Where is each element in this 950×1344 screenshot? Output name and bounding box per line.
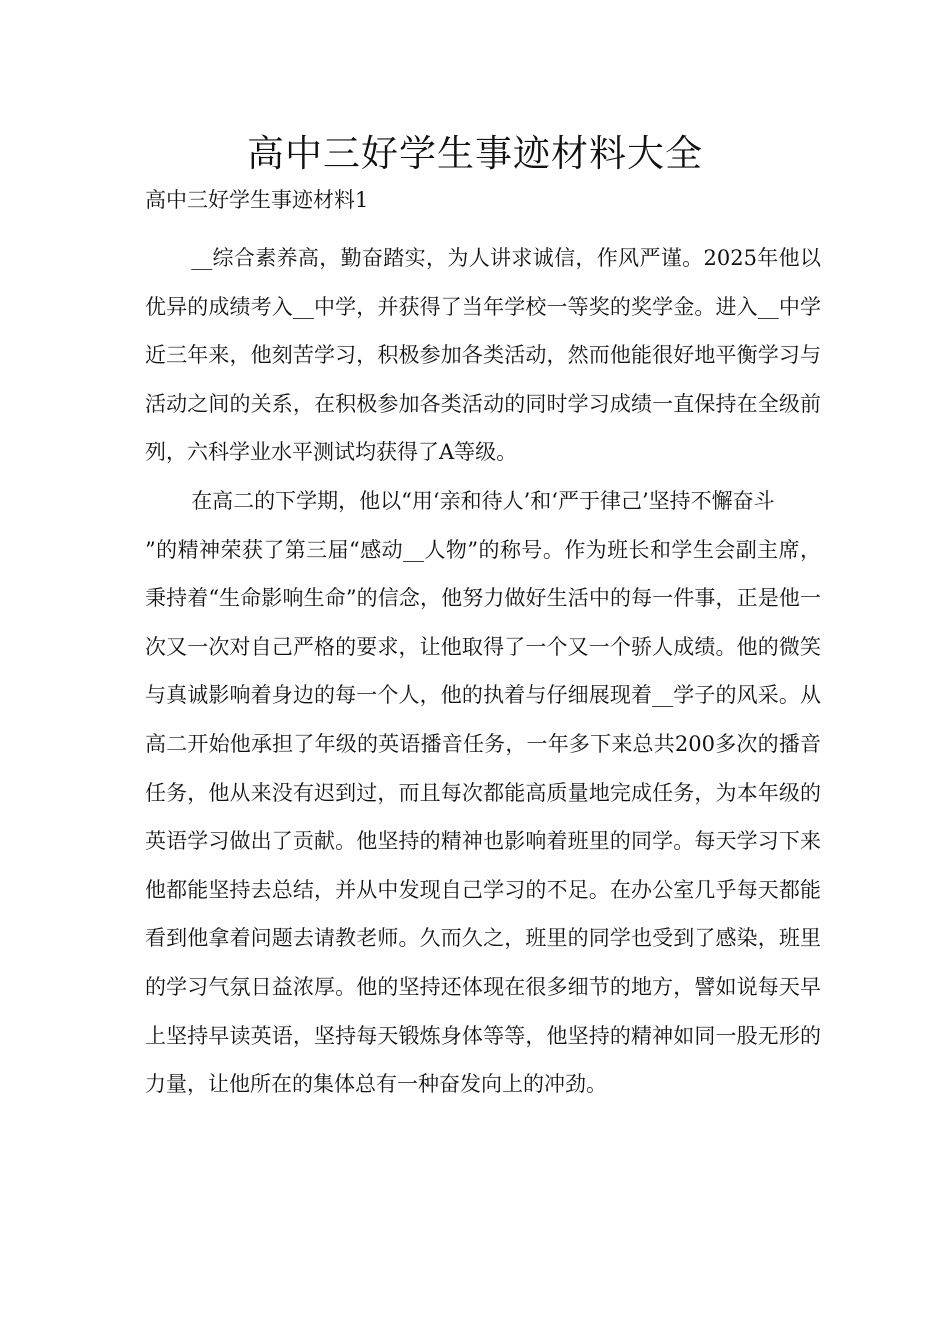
paragraph-1: __综合素养高，勤奋踏实，为人讲求诚信，作风严谨。2025年他以优异的成绩考入__中学，并获得了当年学校一等奖的奖学金。进入__中学近三年来，他刻苦学习，积极参加各类活动，然而他能很好地平衡学习与活动之间的关系，在积极参加各类活动的同时学习成绩一直保持在全级前列，六科学业水平测试均获得了A等级。 [145, 246, 821, 465]
paragraph-2: 在高二的下学期，他以“用‘亲和待人’和‘严于律己’坚持不懈奋斗 [191, 488, 775, 513]
paragraph-3: ”的精神荣获了第三届“感动__人物”的称号。作为班长和学生会副主席，秉持着“生命影响生命”的信念，他努力做好生活中的每一件事，正是他一次又一次对自己严格的要求，让他取得了一个又一个骄人成绩。他的微笑与真诚影响着身边的每一个人，他的执着与仔细展现着__学子的风采。从高二开始他承担了年级的英语播音任务，一年多下来总共200多次的播音任务，他从来没有迟到过，而且每次都能高质量地完成任务，为本年级的英语学习做出了贡献。他坚持的精神也影响着班里的同学。每天学习下来他都能坚持去总结，并从中发现自己学习的不足。在办公室几乎每天都能看到他拿着问题去请教老师。久而久之，班里的同学也受到了感染，班里的学习气氛日益浓厚。他的坚持还体现在很多细节的地方，譬如说每天早上坚持早读英语，坚持每天锻炼身体等等，他坚持的精神如同一股无形的力量，让他所在的集体总有一种奋发向上的冲劲。 [145, 537, 821, 1097]
document-body [145, 234, 821, 1109]
document-title: 高中三好学生事迹材料大全 [247, 132, 703, 175]
section-heading: 高中三好学生事迹材料1 [145, 188, 369, 212]
